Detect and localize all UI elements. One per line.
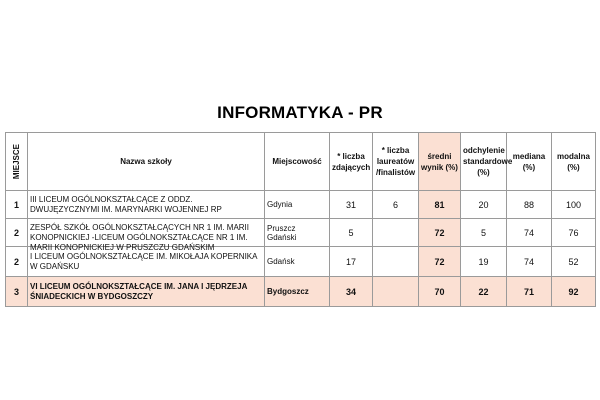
page-title: INFORMATYKA - PR (217, 103, 383, 122)
school-cell (28, 219, 265, 252)
school-cell: VI LICEUM OGÓLNOKSZTAŁCĄCE IM. JANA I JĘDRZEJA ŚNIADECKICH W BYDGOSZCZY (28, 277, 265, 307)
median-cell: 88 (507, 191, 552, 219)
stddev-cell: 22 (461, 277, 507, 307)
students-cell: 17 (330, 247, 373, 277)
header-school: Nazwa szkoły (28, 133, 265, 191)
stddev-cell: 20 (461, 191, 507, 219)
laureates-cell: 6 (373, 191, 419, 219)
mode-cell: 52 (552, 247, 596, 277)
header-city: Miejscowość (265, 133, 330, 191)
table-row (6, 191, 596, 219)
rank-cell: 2 (6, 247, 28, 277)
school-name: ZESPÓŁ SZKÓŁ OGÓLNOKSZTAŁCĄCYCH NR 1 IM. MARII KONOPNICKIEJ -LICEUM OGÓLNOKSZTAŁCĄCE NR 1 IM. MARII KONOPNICKIEJ W PRUSZCZU GDAŃSKIM (30, 222, 250, 252)
city-cell: Gdańsk (265, 247, 330, 277)
mean-cell: 70 (419, 277, 461, 307)
header-mean: średni wynik (%) (419, 133, 461, 191)
laureates-cell (373, 247, 419, 277)
school-cell: I LICEUM OGÓLNOKSZTAŁCĄCE IM. MIKOŁAJA KOPERNIKA W GDAŃSKU (28, 247, 265, 277)
city-cell: Bydgoszcz (265, 277, 330, 307)
rank-cell: 2 (6, 219, 28, 247)
mode-cell: 76 (552, 219, 596, 247)
mean-cell: 72 (419, 247, 461, 277)
mean-cell: 72 (419, 219, 461, 247)
header-mode: modalna (%) (552, 133, 596, 191)
header-laureates: * liczba laureatów /finalistów (373, 133, 419, 191)
mode-cell: 100 (552, 191, 596, 219)
laureates-cell (373, 219, 419, 247)
median-cell: 74 (507, 247, 552, 277)
stddev-cell: 19 (461, 247, 507, 277)
stddev-cell: 5 (461, 219, 507, 247)
mode-cell: 92 (552, 277, 596, 307)
header-median: mediana (%) (507, 133, 552, 191)
header-row (6, 133, 596, 191)
rank-cell: 3 (6, 277, 28, 307)
median-cell: 74 (507, 219, 552, 247)
students-cell: 31 (330, 191, 373, 219)
header-stddev: odchylenie standardowe (%) (461, 133, 507, 191)
laureates-cell (373, 277, 419, 307)
table-row (6, 219, 596, 247)
mean-cell: 81 (419, 191, 461, 219)
students-cell: 5 (330, 219, 373, 247)
rank-cell: 1 (6, 191, 28, 219)
header-students: * liczba zdających (330, 133, 373, 191)
results-table (5, 132, 596, 307)
header-rank: MIEJSCE (6, 133, 28, 191)
table-row-highlighted (6, 277, 596, 307)
students-cell: 34 (330, 277, 373, 307)
school-cell: III LICEUM OGÓLNOKSZTAŁCĄCE Z ODDZ. DWUJĘZYCZNYMI IM. MARYNARKI WOJENNEJ RP (28, 191, 265, 219)
table-row (6, 247, 596, 277)
city-cell: Pruszcz Gdański (265, 219, 330, 247)
median-cell: 71 (507, 277, 552, 307)
city-cell: Gdynia (265, 191, 330, 219)
